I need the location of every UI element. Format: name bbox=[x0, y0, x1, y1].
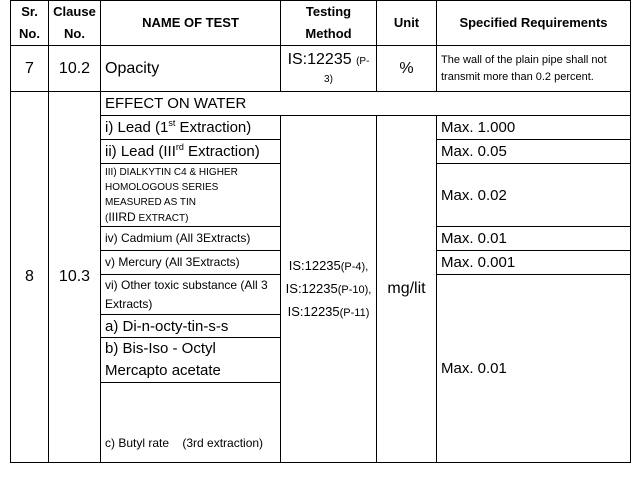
header-sr-line1: Sr. bbox=[21, 4, 38, 19]
method-2-part: (P-10), bbox=[337, 283, 372, 296]
header-clause-no bbox=[49, 1, 101, 46]
lead3-text-a: ii) Lead (III bbox=[105, 143, 176, 160]
method-3-part: (P-11) bbox=[339, 306, 370, 319]
lead1-sup: st bbox=[168, 118, 176, 128]
specification-table bbox=[10, 0, 631, 463]
row7-method-part: (P-3) bbox=[324, 55, 370, 85]
other-name: vi) Other toxic substance (All 3 Extracts) bbox=[101, 275, 281, 315]
header-clause-line2: No. bbox=[64, 26, 85, 41]
row8-section-title: EFFECT ON WATER bbox=[101, 92, 631, 116]
header-method-line1: Testing bbox=[305, 4, 352, 19]
row7-method bbox=[281, 46, 377, 92]
lead1-text-b: Extraction) bbox=[175, 119, 252, 136]
method-line-2 bbox=[285, 278, 372, 301]
header-testing-method bbox=[281, 1, 377, 46]
row8-unit: mg/lit bbox=[377, 116, 437, 463]
lead1-text-a: i) Lead (1 bbox=[105, 119, 169, 136]
row7-unit: % bbox=[377, 46, 437, 92]
dialkytin-b1: ( bbox=[105, 212, 109, 224]
row7-requirement: The wall of the plain pipe shall not transmit more than 0.2 percent. bbox=[437, 46, 631, 92]
method-1-main: IS:12235 bbox=[288, 257, 341, 273]
lead1-name bbox=[101, 116, 281, 140]
method-3-main: IS:12235 bbox=[287, 303, 340, 319]
method-1-part: (P-4), bbox=[340, 260, 369, 273]
lead3-name bbox=[101, 140, 281, 164]
dialkytin-line-b bbox=[105, 210, 276, 226]
header-sr-no bbox=[11, 1, 49, 46]
row8-clause: 10.3 bbox=[49, 92, 101, 463]
dialkytin-name bbox=[101, 164, 281, 227]
header-unit: Unit bbox=[377, 1, 437, 46]
row8-sr: 8 bbox=[11, 92, 49, 463]
req-mercury: Max. 0.001 bbox=[437, 251, 631, 275]
header-row bbox=[11, 1, 631, 46]
dioctytin-name: a) Di-n-octy-tin-s-s bbox=[101, 315, 281, 338]
req-lead3: Max. 0.05 bbox=[437, 140, 631, 164]
header-clause-line1: Clause bbox=[53, 4, 96, 19]
row8-lead1 bbox=[11, 116, 631, 140]
row7-method-main: IS:12235 bbox=[287, 50, 352, 68]
row7-clause: 10.2 bbox=[49, 46, 101, 92]
cadmium-name: iv) Cadmium (All 3Extracts) bbox=[101, 227, 281, 251]
header-method-line2: Method bbox=[305, 26, 352, 41]
row8-method bbox=[281, 116, 377, 463]
dialkytin-b2: IIIRD bbox=[108, 209, 136, 224]
method-line-1 bbox=[285, 255, 372, 278]
req-other: Max. 0.01 bbox=[437, 275, 631, 463]
header-name-of-test: NAME OF TEST bbox=[101, 1, 281, 46]
mercury-name: v) Mercury (All 3Extracts) bbox=[101, 251, 281, 275]
header-sr-line2: No. bbox=[19, 26, 40, 41]
row-7 bbox=[11, 46, 631, 92]
req-cadmium: Max. 0.01 bbox=[437, 227, 631, 251]
req-lead1: Max. 1.000 bbox=[437, 116, 631, 140]
req-dialkytin: Max. 0.02 bbox=[437, 164, 631, 227]
butyl-name: c) Butyl rate (3rd extraction) bbox=[101, 383, 281, 463]
dialkytin-text-a: III) DIALKYTIN C4 & HIGHER HOMOLOGOUS SERIES MEASURED AS TIN bbox=[105, 166, 238, 208]
bisiso-name: b) Bis-Iso - Octyl Mercapto acetate bbox=[101, 338, 281, 383]
dialkytin-b3: EXTRACT) bbox=[135, 212, 189, 224]
header-specified-requirements: Specified Requirements bbox=[437, 1, 631, 46]
method-line-3 bbox=[285, 301, 372, 324]
method-2-main: IS:12235 bbox=[285, 280, 338, 296]
lead3-text-b: Extraction) bbox=[183, 143, 260, 160]
row8-section bbox=[11, 92, 631, 116]
row7-sr: 7 bbox=[11, 46, 49, 92]
lead3-sup: rd bbox=[175, 142, 184, 152]
row7-name: Opacity bbox=[101, 46, 281, 92]
